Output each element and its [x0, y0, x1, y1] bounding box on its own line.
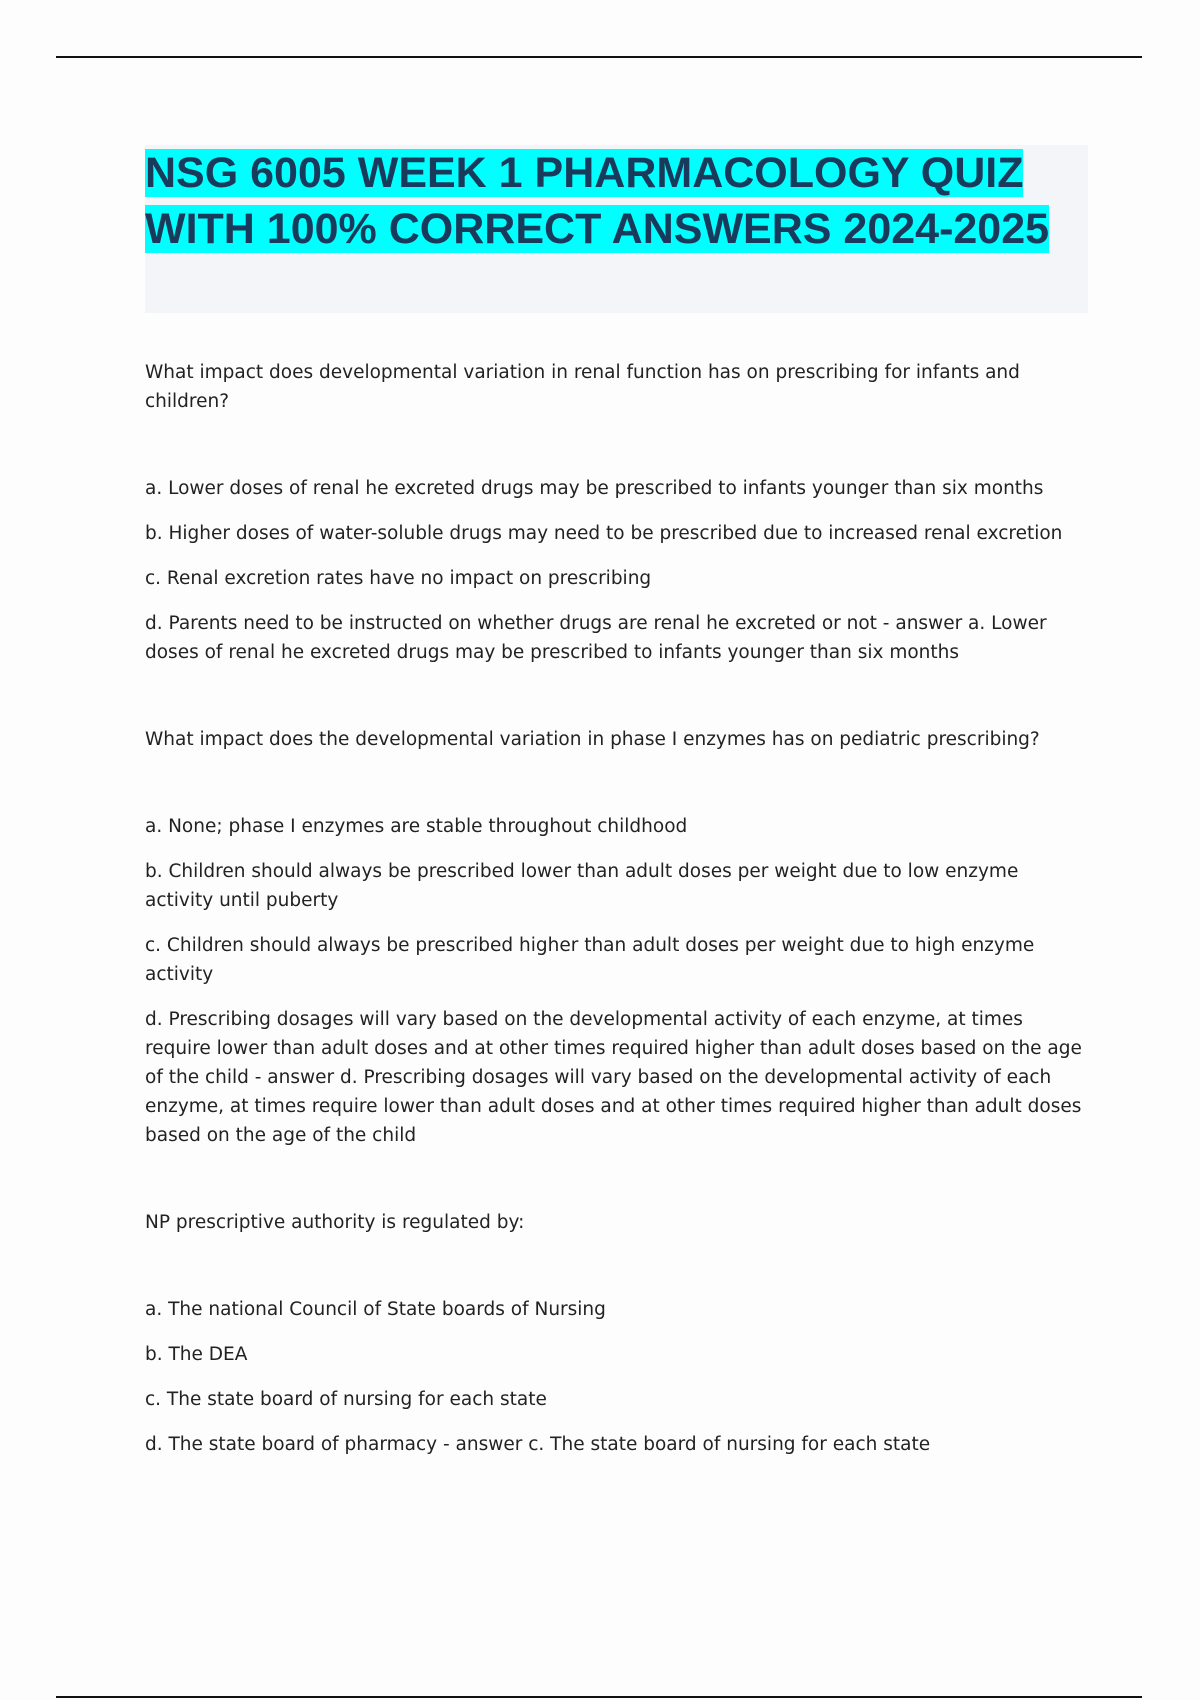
question-text: NP prescriptive authority is regulated by: [145, 1212, 525, 1233]
question-block [145, 358, 1090, 667]
quiz-content [145, 358, 1090, 1475]
title-box [145, 145, 1088, 313]
answer-option: a. None; phase I enzymes are stable throughout childhood [145, 816, 688, 837]
question-block [145, 1208, 1090, 1459]
answer-option: c. The state board of nursing for each state [145, 1389, 547, 1410]
answer-option: d. The state board of pharmacy - answer c. The state board of nursing for each state [145, 1434, 931, 1455]
answer-option: b. Higher doses of water-soluble drugs may need to be prescribed due to increased renal excretion [145, 523, 1063, 544]
bottom-rule [56, 1696, 1142, 1698]
answer-option: b. The DEA [145, 1344, 248, 1365]
answer-option: d. Prescribing dosages will vary based on the developmental activity of each enzyme, at times require lower than adult doses and at other times required higher than adult doses based on the age of the child - answer d. Prescribing dosages will vary based on the developmental activity of each enzyme, at times require lower than adult doses and at other times required higher than adult doses based on the age of the child [145, 1009, 1082, 1146]
answer-option: c. Renal excretion rates have no impact on prescribing [145, 568, 652, 589]
answer-option: b. Children should always be prescribed lower than adult doses per weight due to low enzyme activity until puberty [145, 861, 1019, 911]
title-highlight: NSG 6005 WEEK 1 PHARMACOLOGY QUIZ WITH 100% CORRECT ANSWERS 2024-2025 [145, 149, 1050, 253]
document-title [145, 145, 1088, 257]
question-text: What impact does developmental variation in renal function has on prescribing for infants and children? [145, 362, 1020, 412]
answer-option: d. Parents need to be instructed on whether drugs are renal he excreted or not - answer a. Lower doses of renal he excreted drugs may be prescribed to infants younger than six months [145, 613, 1047, 663]
answer-option: a. The national Council of State boards of Nursing [145, 1299, 606, 1320]
top-rule [56, 56, 1142, 58]
answer-option: c. Children should always be prescribed higher than adult doses per weight due to high enzyme activity [145, 935, 1035, 985]
answer-option: a. Lower doses of renal he excreted drugs may be prescribed to infants younger than six months [145, 478, 1044, 499]
question-text: What impact does the developmental variation in phase I enzymes has on pediatric prescribing? [145, 729, 1040, 750]
question-block [145, 725, 1090, 1150]
